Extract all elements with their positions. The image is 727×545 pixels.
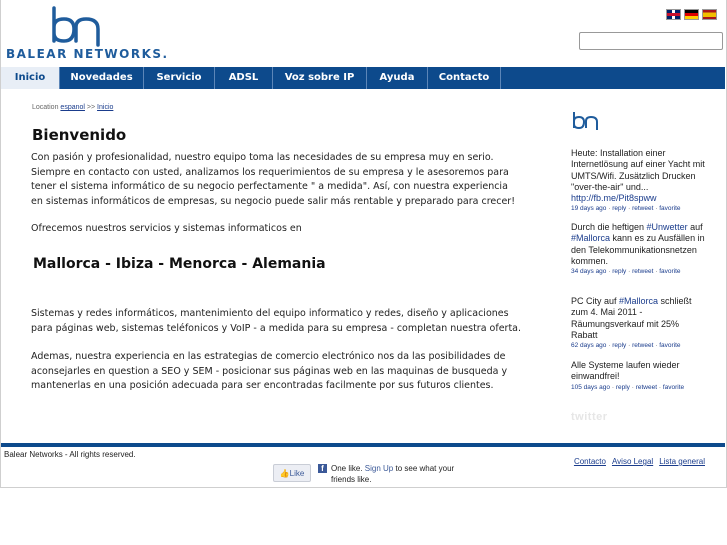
tweet-favorite-link[interactable]: favorite	[662, 383, 685, 391]
breadcrumb-link-inicio[interactable]: Inicio	[97, 104, 114, 111]
spanish-flag-icon[interactable]	[702, 9, 717, 20]
tweet-item	[571, 360, 706, 393]
main-navigation	[1, 67, 725, 89]
copyright-text: Balear Networks - All rights reserved.	[4, 450, 136, 459]
services-paragraph: Sistemas y redes informáticos, mantenimiento del equipo informatico y redes, diseño y aplicaciones para páginas web, sistemas teléfonicos y VoIP - a medida para su empresa - completan nuestra oferta.	[31, 308, 522, 334]
tweet-meta: 105 days ago · reply · retweet · favorite	[571, 383, 685, 391]
english-flag-icon[interactable]	[666, 9, 681, 20]
hashtag-link[interactable]: #Mallorca	[619, 296, 659, 306]
tweet-time[interactable]: 19 days ago	[571, 205, 607, 213]
nav-item-voz-sobre-ip[interactable]: Voz sobre IP	[273, 67, 367, 89]
facebook-like-button[interactable]	[273, 464, 311, 482]
regions-heading: Mallorca - Ibiza - Menorca - Alemania	[33, 256, 326, 272]
tweet-retweet-link[interactable]: retweet	[632, 268, 654, 276]
tweet-text: Heute: Installation einer Internetlösung auf einer Yacht mit UMTS/Wifi. Zusätzlich Drucken "over-the-air" und...	[571, 148, 705, 192]
footer-link-contacto[interactable]: Contacto	[573, 457, 606, 466]
tweet-time[interactable]: 34 days ago	[571, 268, 607, 276]
intro-paragraph: Con pasión y profesionalidad, nuestro equipo toma las necesidades de su empresa muy en serio. Siempre en contacto con usted, analizamos los requerimientos de su empresa y le asesoremos para tener el sistema informático de su negocio perfectamente " a medida". Así, con nuestra experiencia en sistemas informáticos de empresas, su negocio puede salir más rentable y preparado para crecer!	[31, 152, 516, 207]
footer-links	[574, 457, 705, 466]
fb-text-part: to see what your friends like.	[331, 464, 455, 484]
tweet-retweet-link[interactable]: retweet	[635, 383, 658, 391]
footer-divider	[1, 443, 725, 447]
tweet-time[interactable]: 105 days ago	[571, 383, 611, 391]
hashtag-link[interactable]: #Unwetter	[646, 222, 688, 232]
tweet-favorite-link[interactable]: favorite	[659, 205, 681, 213]
tweet-text: Durch die heftigen	[571, 222, 647, 232]
search-input[interactable]	[579, 32, 723, 50]
hashtag-link[interactable]: #Mallorca	[571, 233, 611, 244]
tweet-link[interactable]: http://fb.me/Pit8spww	[571, 193, 657, 204]
tweet-meta: 62 days ago · reply · retweet · favorite	[571, 342, 681, 350]
tweet-favorite-link[interactable]: favorite	[659, 268, 681, 276]
like-label: Like	[289, 469, 305, 478]
footer-link-lista-general[interactable]: Lista general	[659, 457, 705, 466]
tweet-reply-link[interactable]: reply	[615, 383, 630, 391]
seo-paragraph: Ademas, nuestra experiencia en las estrategias de comercio electrónico nos da las posibilidades de aconsejarles en question a SEO y SEM - posicionar sus páginas web en las maquinas de busqueda y mantenerlas en una posición adecuada para ser encontradas facilmente por sus futuros clientes.	[31, 351, 508, 391]
breadcrumb-prefix: Location	[32, 104, 59, 111]
tweet-favorite-link[interactable]: favorite	[659, 342, 681, 350]
tweet-meta: 34 days ago · reply · retweet · favorite	[571, 268, 681, 276]
tweet-reply-link[interactable]: reply	[612, 268, 627, 276]
twitter-avatar-icon[interactable]	[571, 110, 611, 134]
tweet-text: kann es zu Ausfällen in den Telekommunikationsnetzen kommen.	[571, 233, 705, 266]
nav-item-servicio[interactable]: Servicio	[144, 67, 215, 89]
breadcrumb-separator: >>	[86, 104, 96, 111]
nav-item-adsl[interactable]: ADSL	[215, 67, 273, 89]
twitter-logo[interactable]: twitter	[571, 411, 608, 423]
tweet-meta: 19 days ago · reply · retweet · favorite	[571, 205, 681, 213]
facebook-signup-link[interactable]: Sign Up	[364, 464, 394, 473]
fb-text-part: One like.	[331, 464, 365, 473]
page-title: Bienvenido	[32, 126, 127, 144]
tweet-item	[571, 222, 706, 277]
facebook-icon: f	[318, 464, 327, 473]
language-selector	[666, 9, 717, 20]
tweet-text: Alle Systeme laufen wieder einwandfrei!	[571, 360, 680, 382]
thumbs-up-icon: 👍	[279, 469, 290, 478]
tweet-retweet-link[interactable]: retweet	[632, 205, 654, 213]
german-flag-icon[interactable]	[684, 9, 699, 20]
tweet-retweet-link[interactable]: retweet	[632, 342, 654, 350]
twitter-widget	[571, 110, 711, 138]
breadcrumb	[32, 104, 113, 111]
tweet-text: PC City auf	[571, 296, 620, 306]
services-intro-paragraph: Ofrecemos nuestros servicios y sistemas informaticos en	[31, 223, 302, 234]
tweet-text: schließt zum 4. Mai 2011 - Räumungsverkauf mit 25% Rabatt	[571, 296, 692, 340]
tweet-time[interactable]: 62 days ago	[571, 342, 607, 350]
facebook-like-text	[331, 463, 456, 485]
nav-item-ayuda[interactable]: Ayuda	[367, 67, 428, 89]
tweet-reply-link[interactable]: reply	[612, 205, 627, 213]
nav-item-contacto[interactable]: Contacto	[428, 67, 501, 89]
footer-link-aviso-legal[interactable]: Aviso Legal	[611, 457, 654, 466]
tweet-reply-link[interactable]: reply	[612, 342, 627, 350]
tweet-item	[571, 148, 706, 214]
tweet-text: auf	[687, 222, 703, 232]
tweet-item	[571, 296, 706, 351]
brand-name: BALEAR NETWORKS.	[6, 47, 169, 61]
nav-item-novedades[interactable]: Novedades	[60, 67, 144, 89]
breadcrumb-link-espanol[interactable]: espanol	[60, 104, 85, 111]
nav-item-inicio[interactable]: Inicio	[1, 67, 60, 89]
